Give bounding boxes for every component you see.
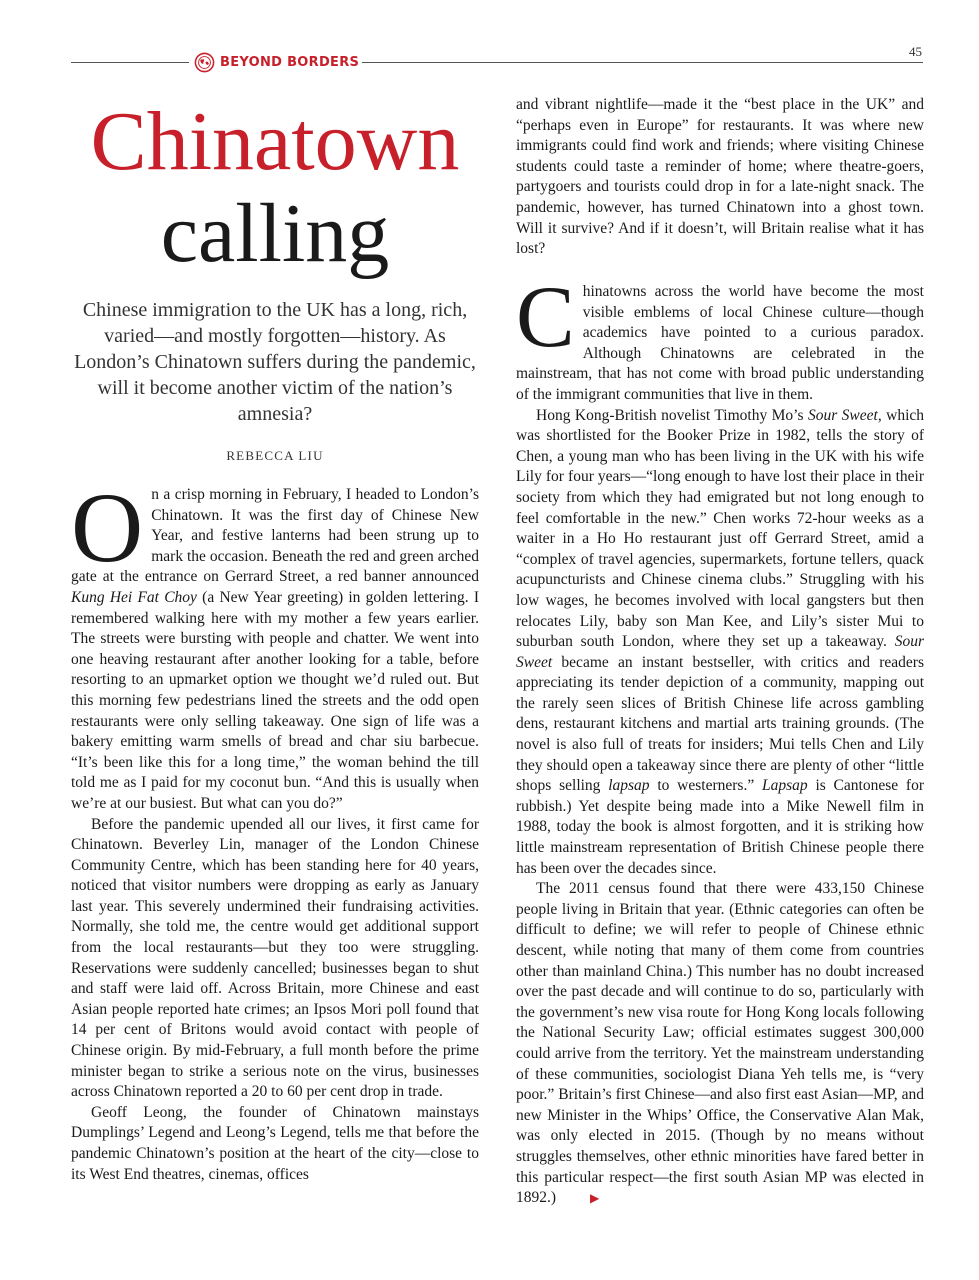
paragraph: and vibrant nightlife—made it the “best place in the UK” and “perhaps even in Europe” for restaurants. It was where new immigrants could find work and friends; where visiting Chinese students could taste a reminder of home; where theatre-goers, partygoers and tourists could drop in for a late-night snack. The pandemic, however, has turned Chinatown into a ghost town. Will it survive? And if it doesn’t, will Britain realise what it has lost? <box>516 96 924 258</box>
article-title <box>60 96 490 280</box>
page-number: 45 <box>909 44 922 59</box>
paragraph <box>516 269 924 406</box>
body-column-left <box>71 472 480 1185</box>
paragraph <box>516 406 924 880</box>
paragraph: Geoff Leong, the founder of Chinatown mainstays Dumplings’ Legend and Leong’s Legend, tells me that before the pandemic Chinatown’s position at the heart of the city—close to its West End theatres, cinemas, offices <box>71 1103 479 1183</box>
title-line-2: calling <box>160 187 390 280</box>
paragraph-text: Hong Kong-British novelist Timothy Mo’s <box>536 406 808 424</box>
paragraph-text: n a crisp morning in February, I headed to London’s Chinatown. It was the first day of Chinese New Year, and festive lanterns had been strung up to mark the occasion. Beneath the red and green arched gate at the entrance on Gerrard Street, a red banner announced <box>71 486 479 586</box>
paragraph-text: The 2011 census found that there were 433,150 Chinese people living in Britain that year. (Ethnic categories can often be difficult to define; we will refer to people of Chinese ethnic descent, while noting that many of them come from countries other than mainland China.) This number has no doubt increased over the past decade and will continue to do so, particularly with the government’s new visa route for Hong Kong locals following the National Security Law; official estimates suggest 300,000 could arrive from the territory. Yet the mainstream understanding of these communities, sociologist Diana Yeh tells me, is “very poor.” Britain’s first Chinese—and also first east Asian—MP, and new Minister in the Whips’ Office, the Conservative Alan Mak, was only elected in 2015. (Though by no means without struggles themselves, other ethnic minorities have fared better in this particular respect—the first south Asian MP was elected in 1892.) <box>516 880 924 1207</box>
section-rule-right <box>362 62 923 63</box>
paragraph-text: hinatowns across the world have become the most visible emblems of local Chinese culture—though academics have pointed to a curious paradox. Although Chinatowns are celebrated in the mainstream, that has not come with broad public understanding of the immigrant communities that live in them. <box>516 283 924 403</box>
italic-phrase: Kung Hei Fat Choy <box>71 588 197 606</box>
italic-word: lapsap <box>608 777 650 795</box>
standfirst: Chinese immigration to the UK has a long, rich, varied—and mostly forgotten—history. As London’s Chinatown suffers during the pandemic, will it become another victim of the nation’s amnesia? <box>74 299 476 425</box>
drop-cap: O <box>71 472 144 583</box>
drop-cap: C <box>516 269 575 366</box>
book-title: Sour Sweet <box>807 406 878 424</box>
paragraph-text: is Cantonese for rubbish.) Yet despite being made into a Mike Newell film in 1988, today the book is almost forgotten, and it is striking how little mainstream representation of British Chinese people there has been over the decades since. <box>516 777 924 877</box>
paragraph <box>516 879 924 1209</box>
paragraph: Before the pandemic upended all our lives, it first came for Chinatown. Beverley Lin, manager of the London Chinese Community Centre, which has been standing here for 40 years, noticed that visitor numbers were dropping as early as January last year. This severely undermined their fundraising activities. Normally, she told me, the centre would get additional support from the local restaurants—but they too were struggling. Reservations were suddenly cancelled; businesses began to shut and staff were laid off. Across Britain, more Chinese and east Asian people reported hate crimes; an Ipsos Mori poll found that 14 per cent of Britons would avoid contact with people of Chinese origin. By mid-February, a full month before the prime minister began to strike a serious note on the virus, businesses across Chinatown reported a 20 to 60 per cent drop in trade. <box>71 815 479 1101</box>
section-tag <box>194 52 359 72</box>
book-title: Sour Sweet <box>516 633 924 671</box>
section-rule-left <box>71 62 189 63</box>
end-mark-icon: ▶ <box>590 1191 600 1206</box>
paragraph-text: (a New Year greeting) in golden lettering. I remembered walking here with my mother a few years earlier. The streets were bursting with people and chatter. We went into one heaving restaurant after another looking for a table, before resorting to an upmarket option we thought we’d ruled out. But this morning few pedestrians lined the streets and the odd open restaurants were only selling takeaway. One sign of life was a bakery emitting warm smells of bread and char siu barbecue. “It’s been like this for a long time,” the woman behind the till told me as I paid for my coconut bun. “And this is usually when we’re at our busiest. But what can you do?” <box>71 588 480 812</box>
paragraph-text: to westerners.” <box>649 777 762 795</box>
byline: REBECCA LIU <box>226 448 324 463</box>
paragraph-text: , which was shortlisted for the Booker Prize in 1982, tells the story of Chen, a young man who has been living in the UK with his wife Lily for four years—“long enough to have lost their place in their society from which they had emigrated but not long enough to feel comfortable in the new.” Chen works 72-hour weeks as a waiter in a Ho Ho restaurant just off Gerrard Street, amid a “complex of travel agencies, supermarkets, fortune tellers, quack acupuncturists and Chinese cinema clubs.” Struggling with his low wages, he becomes involved with local gangsters but then relocates Lily, baby son Man Kee, and Lily’s sister Mui to suburban south London, where they set up a takeaway. <box>516 406 925 651</box>
globe-icon <box>194 52 215 73</box>
body-column-right <box>516 269 925 1209</box>
paragraph-text: became an instant bestseller, with critics and readers appreciating its tender depiction of a community, mapping out the rarely seen slices of British Chinese life across gambling dens, restaurant kitchens and martial arts training grounds. (The novel is also full of treats for insiders; Mui tells Chen and Lily they should open a takeaway since there are plenty of other “little shops selling <box>516 653 924 795</box>
italic-word: Lapsap <box>762 777 808 795</box>
title-line-1: Chinatown <box>90 95 460 188</box>
paragraph <box>71 472 480 815</box>
section-label: BEYOND BORDERS <box>220 54 360 70</box>
body-column-right-top <box>516 95 924 260</box>
